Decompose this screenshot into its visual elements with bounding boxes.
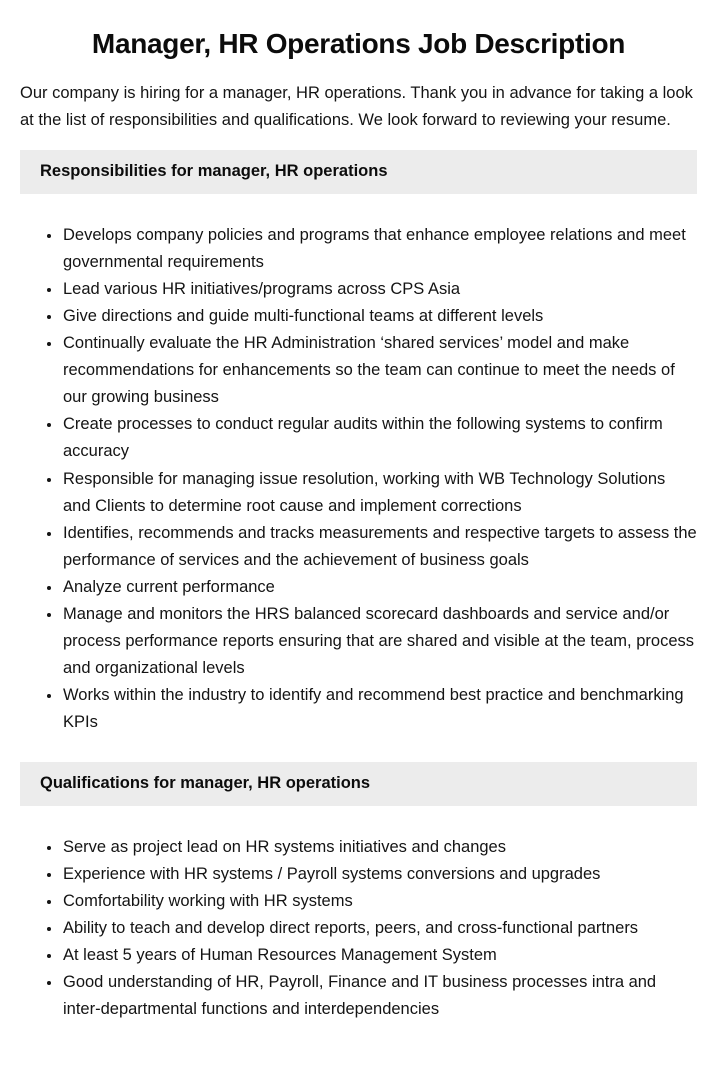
list-item: • At least 5 years of Human Resources Management System <box>62 942 697 969</box>
list-item: • Give directions and guide multi-functional teams at different levels <box>62 303 697 330</box>
responsibilities-section-header <box>20 150 697 194</box>
list-item: • Manage and monitors the HRS balanced scorecard dashboards and service and/or process performance reports ensuring that are shared and visible at the team, process and organizational levels <box>62 601 697 682</box>
list-item: • Create processes to conduct regular audits within the following systems to confirm accuracy <box>62 411 697 465</box>
list-item: • Analyze current performance <box>62 574 697 601</box>
list-item: • Develops company policies and programs that enhance employee relations and meet governmental requirements <box>62 222 697 276</box>
intro-paragraph: Our company is hiring for a manager, HR operations. Thank you in advance for taking a look at the list of responsibilities and qualifications. We look forward to reviewing your resume. <box>20 84 693 130</box>
qualifications-section-header <box>20 762 697 806</box>
qualifications-list <box>20 834 697 1023</box>
responsibilities-heading: Responsibilities for manager, HR operations <box>40 162 388 181</box>
page-title: Manager, HR Operations Job Description <box>91 28 626 59</box>
list-item: • Ability to teach and develop direct reports, peers, and cross-functional partners <box>62 915 697 942</box>
list-item: • Lead various HR initiatives/programs across CPS Asia <box>62 276 697 303</box>
list-item: • Comfortability working with HR systems <box>62 888 697 915</box>
responsibilities-list <box>20 222 697 736</box>
list-item: • Experience with HR systems / Payroll systems conversions and upgrades <box>62 861 697 888</box>
list-item: • Continually evaluate the HR Administration ‘shared services’ model and make recommendations for enhancements so the team can continue to meet the needs of our growing business <box>62 330 697 411</box>
list-item: • Serve as project lead on HR systems initiatives and changes <box>62 834 697 861</box>
qualifications-heading: Qualifications for manager, HR operations <box>40 773 371 792</box>
list-item: • Responsible for managing issue resolution, working with WB Technology Solutions and Clients to determine root cause and implement corrections <box>62 466 697 520</box>
list-item: • Identifies, recommends and tracks measurements and respective targets to assess the performance of services and the achievement of business goals <box>62 520 697 574</box>
list-item: • Works within the industry to identify and recommend best practice and benchmarking KPIs <box>62 682 697 736</box>
list-item: • Good understanding of HR, Payroll, Finance and IT business processes intra and inter-departmental functions and interdependencies <box>62 969 697 1023</box>
